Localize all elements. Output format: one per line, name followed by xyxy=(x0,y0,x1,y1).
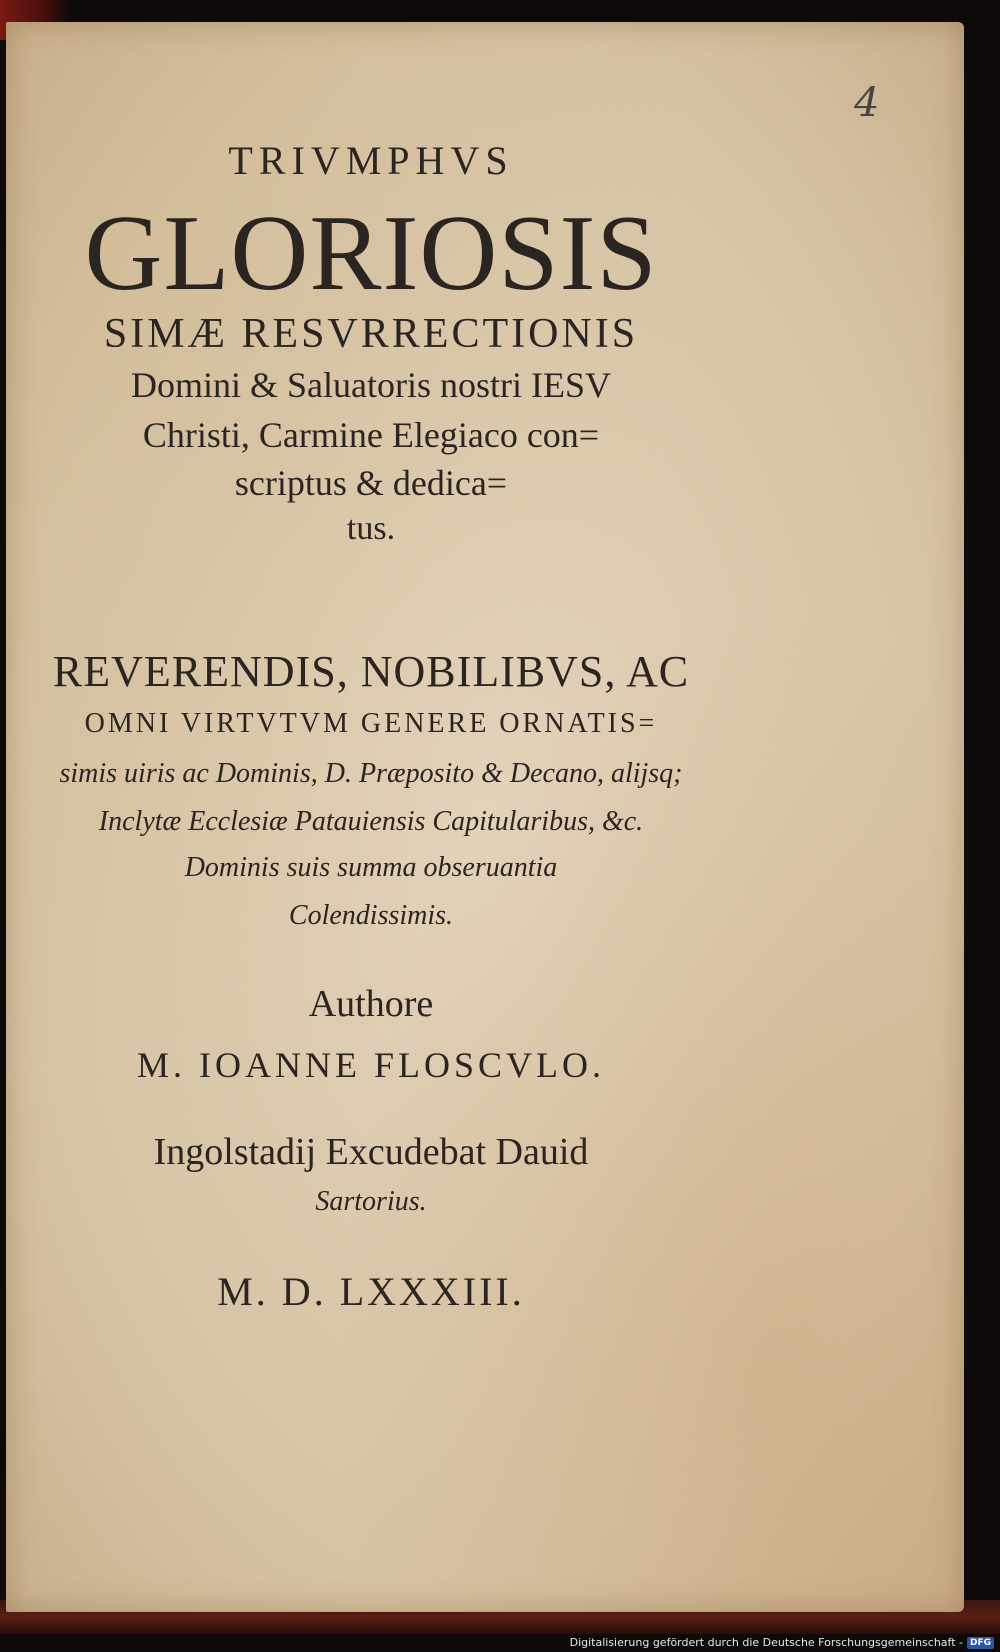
dedication-line-2: OMNI VIRTVTVM GENERE ORNATIS= xyxy=(84,708,658,739)
folio-number: 4 xyxy=(854,80,880,126)
imprint-line-1: Ingolstadij Excudebat Dauid xyxy=(153,1131,589,1173)
imprint-date: M. D. LXXXIII. xyxy=(217,1269,525,1314)
dedication-line-1: REVERENDIS, NOBILIBVS, AC xyxy=(52,647,690,696)
footer-text: Digitalisierung gefördert durch die Deutsche Forschungsgemeinschaft - xyxy=(569,1636,963,1649)
title-line-5: Christi, Carmine Elegiaco con= xyxy=(142,415,600,455)
title-line-2: GLORIOSIS xyxy=(84,194,658,313)
title-line-7: tus. xyxy=(346,510,396,547)
imprint-line-2: Sartorius. xyxy=(315,1186,427,1217)
title-page xyxy=(6,22,964,1612)
dedication-line-6: Colendissimis. xyxy=(288,900,454,931)
author-label: Authore xyxy=(308,983,434,1025)
title-line-4: Domini & Saluatoris nostri IESV xyxy=(131,365,611,405)
dfg-logo: DFG xyxy=(967,1637,994,1649)
dedication-line-3: simis uiris ac Dominis, D. Præposito & Decano, alijsq; xyxy=(59,758,683,789)
digitization-footer xyxy=(570,1634,994,1652)
title-line-3: SIMÆ RESVRRECTIONIS xyxy=(103,311,639,357)
title-line-6: scriptus & dedica= xyxy=(234,463,508,503)
dedication-line-4: Inclytæ Ecclesiæ Patauiensis Capitularibus, &c. xyxy=(98,806,644,837)
dedication-line-5: Dominis suis summa obseruantia xyxy=(184,852,558,883)
author-name: M. IOANNE FLOSCVLO. xyxy=(136,1045,605,1085)
title-line-1: TRIVMPHVS xyxy=(228,138,514,183)
